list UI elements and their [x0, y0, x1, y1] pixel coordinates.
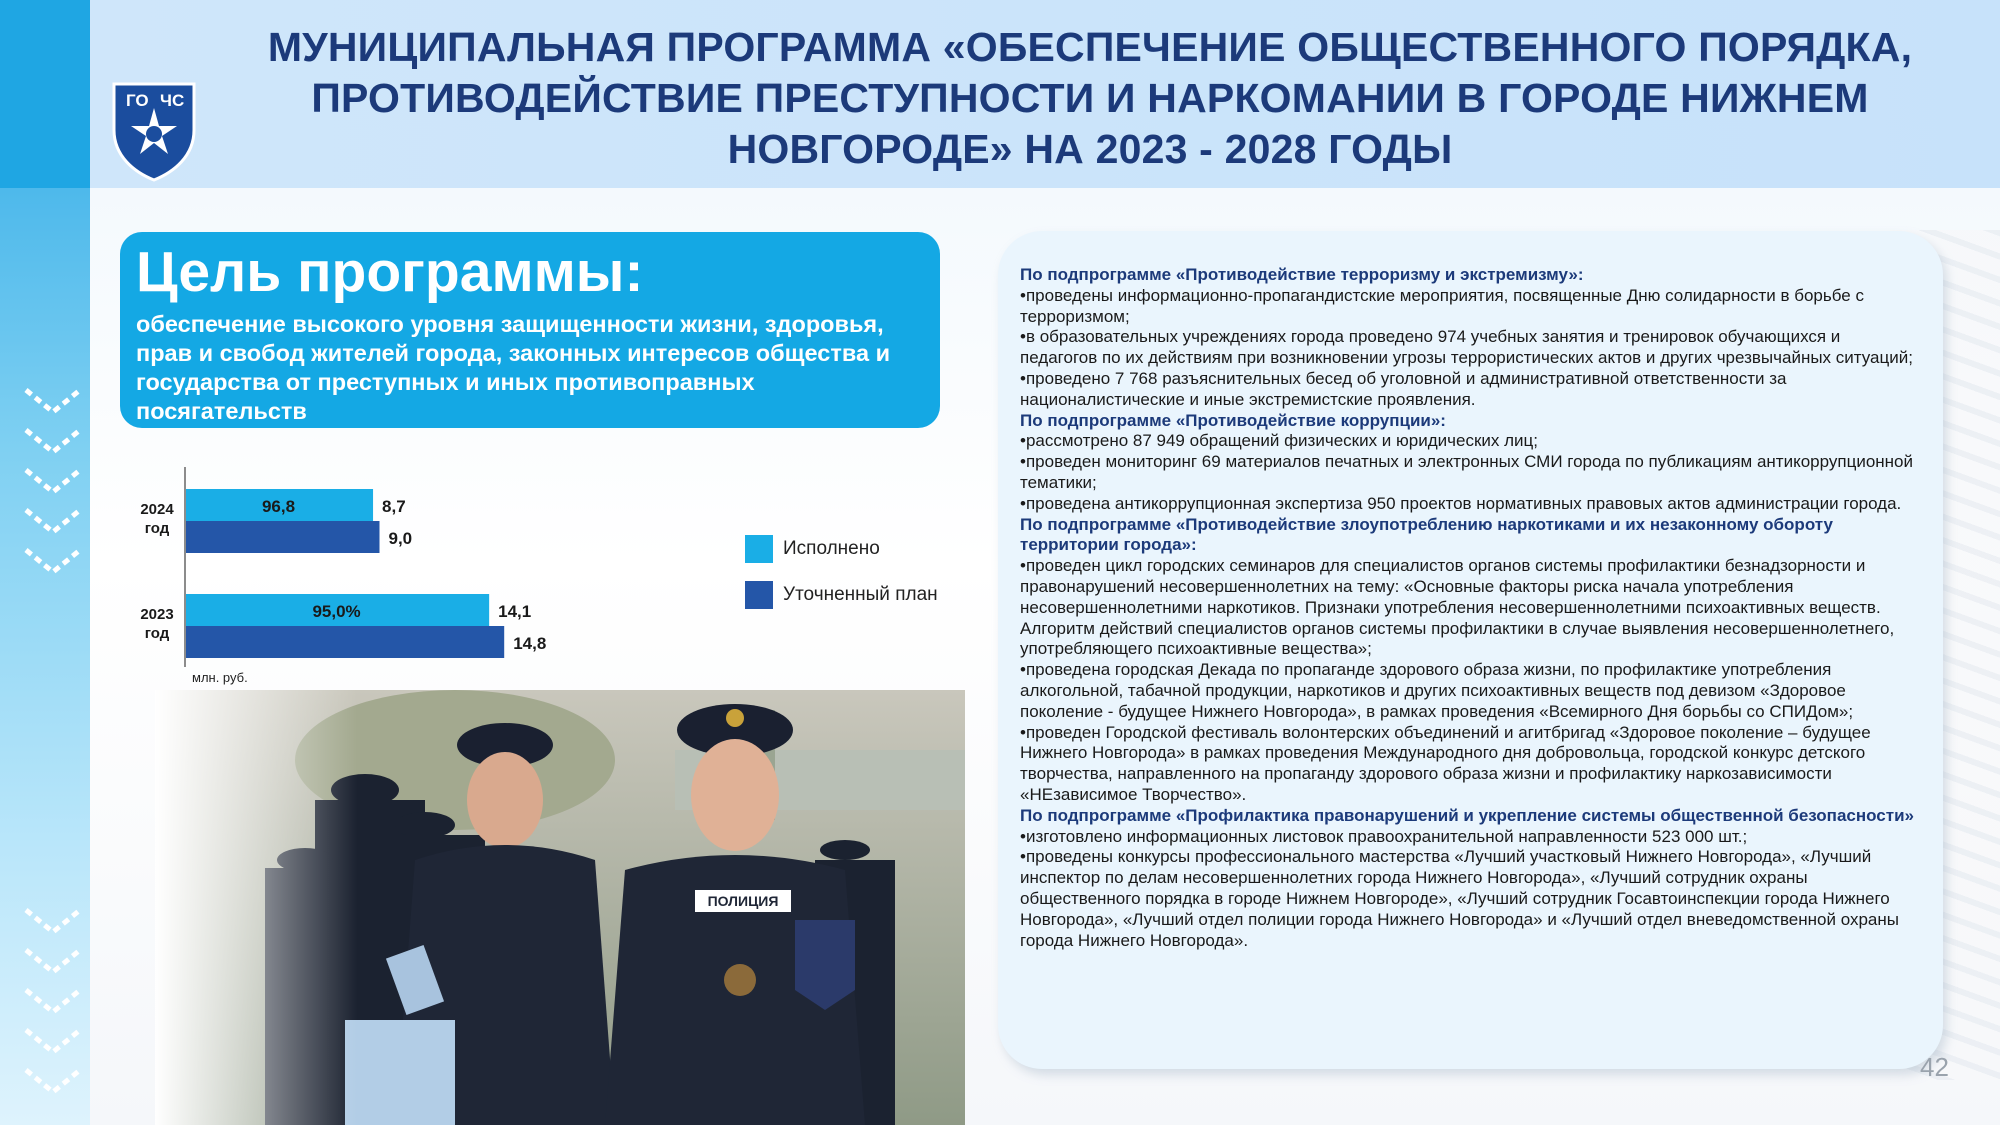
goal-text: обеспечение высокого уровня защищенности жизни, здоровья, прав и свобод жителей города, законных интересов общества и государства от преступных и иных противоправных посягательств — [136, 311, 891, 424]
results-item: •рассмотрено 87 949 обращений физических и юридических лиц; — [1020, 431, 1538, 451]
legend-swatch-plan — [745, 581, 773, 609]
legend-item-plan — [745, 581, 938, 609]
legend-label-plan: Уточненный план — [783, 584, 938, 605]
legend-label-done: Исполнено — [783, 538, 880, 559]
results-block — [1020, 806, 1921, 952]
goal-title: Цель программы: — [136, 240, 644, 304]
chart-percent-label: 95,0% — [312, 602, 361, 621]
results-panel — [998, 231, 1943, 1069]
chevron-decoration-top — [18, 380, 88, 580]
results-block — [1020, 515, 1921, 806]
results-block-heading: По подпрограмме «Противодействие злоупотреблению наркотиками и их незаконному обороту территории города»: — [1020, 514, 1833, 555]
results-item: •проведена городская Декада по пропаганде здорового образа жизни, по профилактике употребления алкогольной, табачной продукции, наркотиков и других психоактивных веществ под девизом «Здоровое поколение - будущее Нижнего Новгорода», в рамках проведения «Всемирного Дня борьбы со СПИДом»; — [1020, 660, 1854, 721]
mchs-emblem-icon — [110, 78, 198, 182]
page-title: МУНИЦИПАЛЬНАЯ ПРОГРАММА «ОБЕСПЕЧЕНИЕ ОБЩЕСТВЕННОГО ПОРЯДКА, ПРОТИВОДЕЙСТВИЕ ПРЕСТУПНОСТИ И НАРКОМАНИИ В ГОРОДЕ НИЖНЕМ НОВГОРОДЕ» НА 2023 - 2028 ГОДЫ — [267, 24, 1913, 172]
results-block — [1020, 265, 1921, 411]
header-accent-strip — [0, 0, 90, 188]
emblem-text-right: ЧС — [160, 91, 185, 110]
results-block-heading: По подпрограмме «Профилактика правонарушений и укрепление системы общественной безопасности» — [1020, 805, 1914, 825]
results-item: •проведен Городской фестиваль волонтерских объединений и агитбригад «Здоровое поколение – будущее Нижнего Новгорода» в рамках проведения Международного дня добровольца, городской конкурс детского творчества, направленного на пропаганду здорового образа жизни и профилактику наркозависимости «НЕзависимое Творчество». — [1020, 722, 1871, 804]
results-block-heading: По подпрограмме «Противодействие коррупции»: — [1020, 410, 1446, 430]
results-content — [1020, 265, 1921, 951]
emblem-text-left: ГО — [126, 91, 149, 110]
chart-value-label: 9,0 — [388, 529, 413, 548]
results-item: •проведены информационно-пропагандистские мероприятия, посвященные Дню солидарности в борьбе с терроризмом; — [1020, 285, 1864, 326]
results-item: •в образовательных учреждениях города проведено 974 учебных занятия и тренировок обучающихся и педагогов по их действиям при возникновении угрозы террористических актов и других чрезвычайных ситуаций; — [1020, 327, 1913, 368]
results-item: •проведена антикоррупционная экспертиза 950 проектов нормативных правовых актов администрации города. — [1020, 493, 1902, 513]
chart-value-label: 8,7 — [382, 497, 406, 516]
police-photo-illustration — [155, 690, 965, 1125]
chevron-decoration-bottom — [18, 900, 88, 1110]
chart-category-label: 2024 год — [140, 501, 174, 537]
results-item: •проведен мониторинг 69 материалов печатных и электронных СМИ города по публикациям антикоррупционной тематики; — [1020, 452, 1914, 492]
chart-percent-label: 96,8 — [261, 497, 296, 516]
results-item: •изготовлено информационных листовок правоохранительной направленности 523 000 шт.; — [1020, 826, 1748, 846]
police-cadets-photo — [155, 690, 965, 1125]
chart-value-label: 14,1 — [498, 602, 532, 621]
chart-value-label: 14,8 — [513, 634, 547, 653]
chart-bar — [186, 626, 504, 658]
results-item: •проведены конкурсы профессионального мастерства «Лучший участковый Нижнего Новгорода», «Лучший инспектор по делам несовершеннолетних города Нижнего Новгорода», «Лучший сотрудник охраны общественного порядка в городе Нижнем Новгороде», «Лучший сотрудник Госавтоинспекции города Нижнего Новгорода», «Лучший отдел полиции города Нижнего Новгорода» и «Лучший отдел вневедомственной охраны города Нижнего Новгорода». — [1020, 847, 1899, 950]
page-number: 42 — [1920, 1052, 1949, 1082]
chart-unit: млн. руб. — [192, 670, 248, 685]
chart-bar — [186, 521, 380, 553]
legend-swatch-done — [745, 535, 773, 563]
results-block — [1020, 411, 1921, 515]
chart-legend — [745, 535, 938, 627]
results-block-heading: По подпрограмме «Противодействие терроризму и экстремизму»: — [1020, 265, 1584, 284]
results-item: •проведен цикл городских семинаров для специалистов органов системы профилактики безнадзорности и правонарушений несовершеннолетних на тему: «Основные факторы риска начала употребления несовершеннолетними наркотиков. Признаки употребления несовершеннолетними психоактивных веществ. Алгоритм действий специалистов органов системы профилактики в случае выявления несовершеннолетнего, употребляющего психоактивные вещества»; — [1020, 556, 1895, 659]
chart-category-label: 2023 год — [140, 606, 174, 642]
goal-box — [120, 232, 940, 428]
results-item: •проведено 7 768 разъяснительных бесед об уголовной и административной ответственности за националистические и иные экстремистские проявления. — [1020, 368, 1787, 409]
legend-item-done — [745, 535, 938, 563]
